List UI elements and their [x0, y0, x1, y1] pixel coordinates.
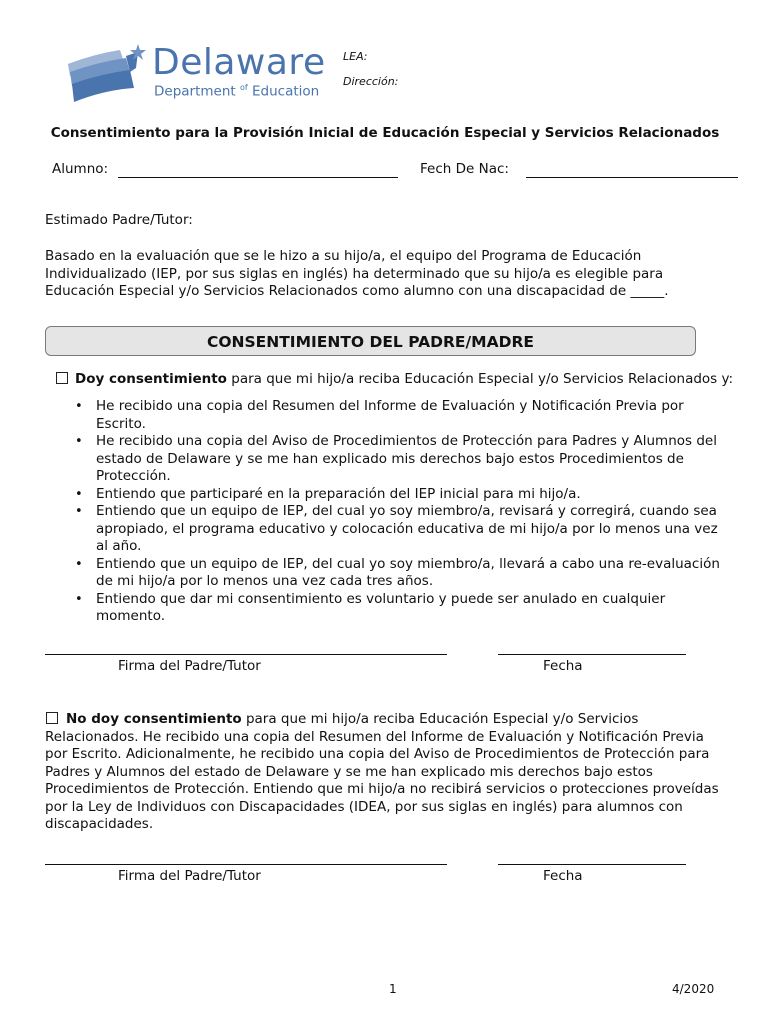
- consent-statement: [75, 371, 735, 389]
- list-item: • Entiendo que dar mi consentimiento es voluntario y puede ser anulado en cualquier momento.: [69, 591, 729, 626]
- parent-signature-label-2: Firma del Padre/Tutor: [118, 868, 261, 884]
- parent-signature-line-1[interactable]: [45, 654, 447, 655]
- date-label-2: Fecha: [543, 868, 583, 884]
- delaware-doe-logo: [64, 42, 324, 106]
- consent-rest: para que mi hijo/a reciba Educación Especial y/o Servicios Relacionados y:: [226, 371, 734, 387]
- consent-checkbox[interactable]: [56, 372, 68, 384]
- fecha-nac-input-line[interactable]: [526, 177, 738, 178]
- list-item: • Entiendo que un equipo de IEP, del cual yo soy miembro/a, revisará y corregirá, cuando sea apropiado, el programa educativo y colocación educativa de mi hijo/a por lo menos una vez al año.: [69, 503, 729, 556]
- fecha-nac-label: Fech De Nac:: [420, 161, 509, 177]
- parent-signature-label-1: Firma del Padre/Tutor: [118, 658, 261, 674]
- list-item: • Entiendo que participaré en la preparación del IEP inicial para mi hijo/a.: [69, 486, 729, 504]
- date-line-1[interactable]: [498, 654, 686, 655]
- consent-bold-label: Doy consentimiento: [75, 371, 227, 387]
- section-banner: CONSENTIMIENTO DEL PADRE/MADRE: [45, 326, 696, 356]
- list-item: • Entiendo que un equipo de IEP, del cual yo soy miembro/a, llevará a cabo una re-evaluación de mi hijo/a por lo menos una vez cada tres años.: [69, 556, 729, 591]
- alumno-input-line[interactable]: [118, 177, 398, 178]
- alumno-label: Alumno:: [52, 161, 109, 177]
- lea-label: LEA:: [343, 50, 368, 63]
- logo-subtitle: [154, 79, 319, 101]
- no-consent-rest: para que mi hijo/a reciba Educación Especial y/o Servicios Relacionados. He recibido una copia del Resumen del Informe de Evaluación y Notificación Previa por Escrito. Adicionalmente, he recibido una copia del Aviso de Procedimientos de Protección para Padres y Alumnos del estado de Delaware y se me han explicado mis derechos bajo estos Procedimientos de Protección. Entiendo que mi hijo/a no recibirá servicios o protecciones proveídas por la Ley de Individuos con Discapacidades (IDEA, por sus siglas en inglés) para alumnos con discapacidades.: [45, 711, 719, 832]
- logo-subtitle-department: Department: [154, 83, 236, 100]
- logo-subtitle-of: of: [240, 83, 248, 92]
- greeting: Estimado Padre/Tutor:: [45, 212, 193, 228]
- no-consent-paragraph: [45, 711, 730, 834]
- delaware-state-shape-icon: [64, 42, 150, 106]
- intro-paragraph: Basado en la evaluación que se le hizo a su hijo/a, el equipo del Programa de Educación Individualizado (IEP, por sus siglas en inglés) ha determinado que su hijo/a es elegible para Educación Especial y/o Servicios Relacionados como alumno con una discapacidad de _____.: [45, 248, 669, 299]
- parent-signature-line-2[interactable]: [45, 864, 447, 865]
- list-item: • He recibido una copia del Resumen del Informe de Evaluación y Notificación Previa por Escrito.: [69, 398, 729, 433]
- direccion-label: Dirección:: [343, 75, 399, 88]
- logo-subtitle-education: Education: [252, 83, 320, 100]
- consent-bullet-list: [69, 398, 729, 626]
- page-number: 1: [389, 982, 397, 996]
- list-item: • He recibido una copia del Aviso de Procedimientos de Protección para Padres y Alumnos del estado de Delaware y se me han explicado mis derechos bajo estos Procedimientos de Protección.: [69, 433, 729, 486]
- date-label-1: Fecha: [543, 658, 583, 674]
- no-consent-bold-label: No doy consentimiento: [66, 711, 242, 727]
- date-line-2[interactable]: [498, 864, 686, 865]
- logo-wordmark: Delaware: [152, 42, 326, 83]
- page-title: Consentimiento para la Provisión Inicial de Educación Especial y Servicios Relacionados: [50, 125, 720, 141]
- revision-date: 4/2020: [672, 982, 715, 996]
